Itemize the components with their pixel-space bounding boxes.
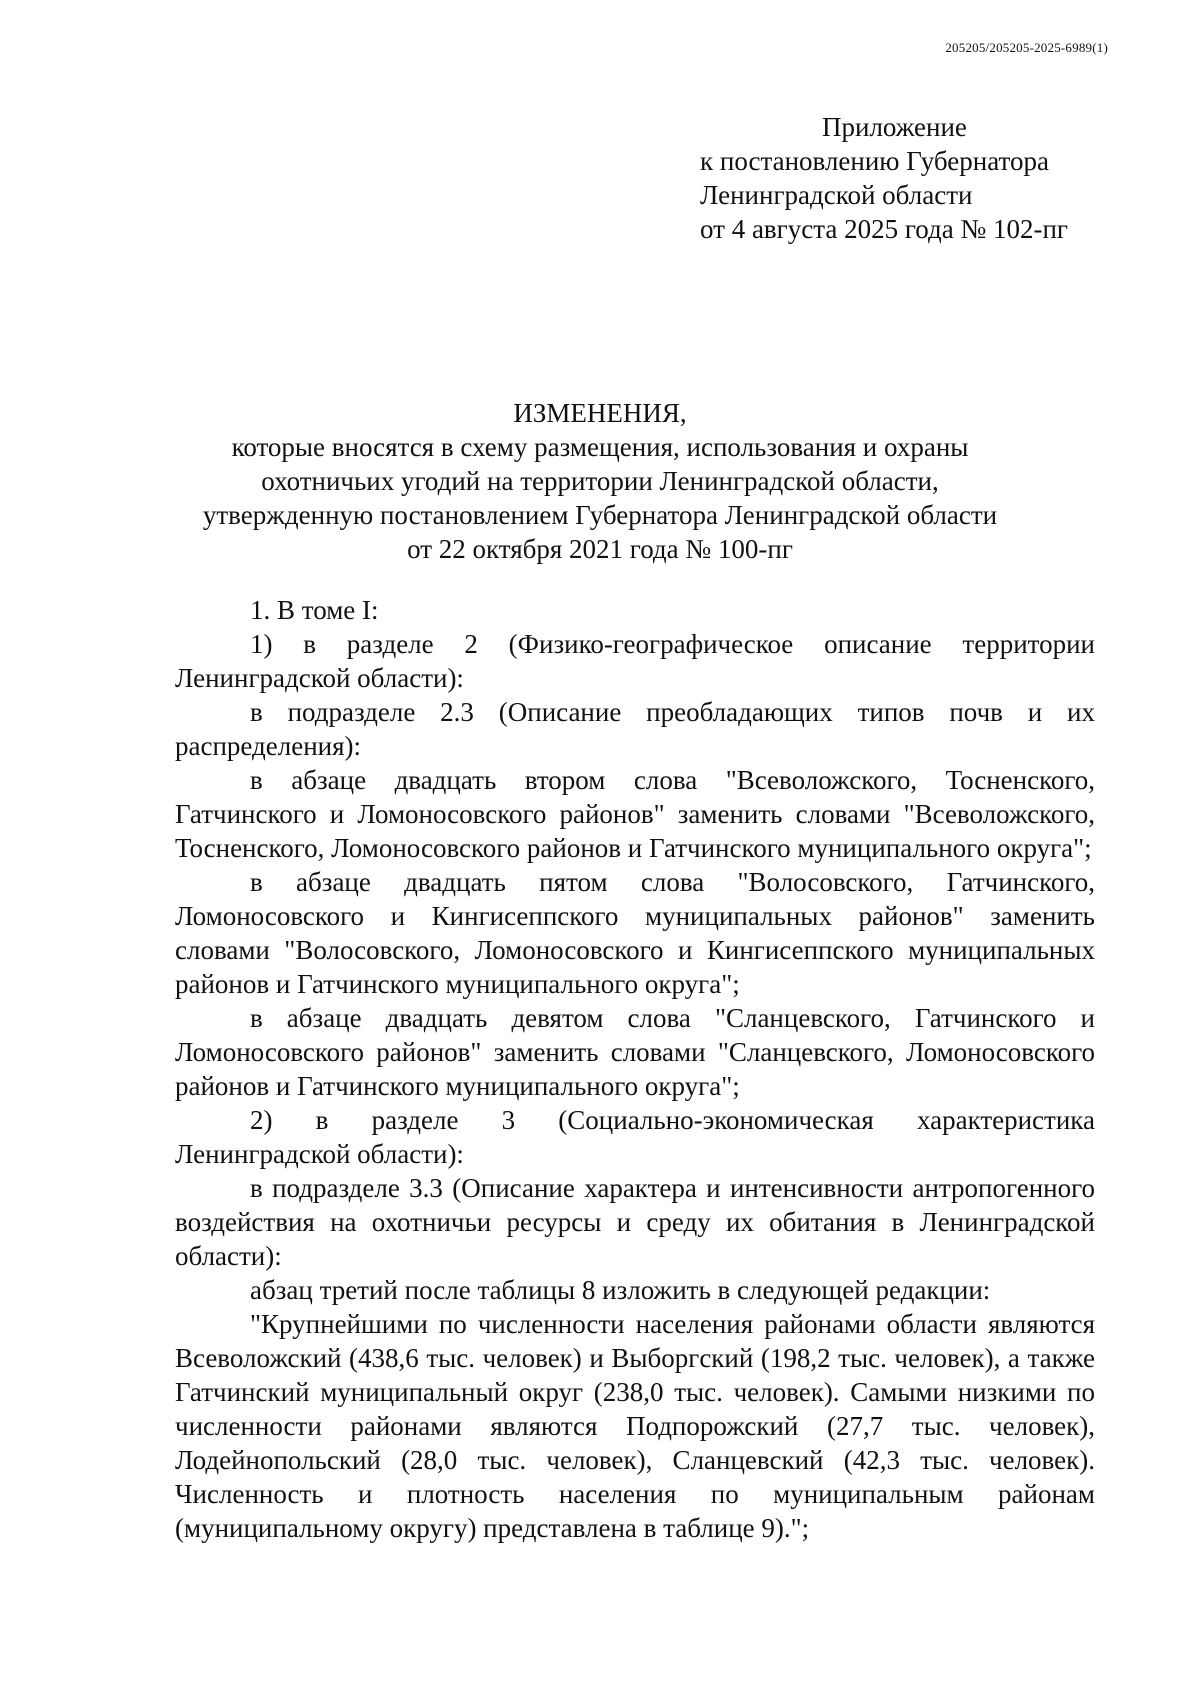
paragraph-abzac-29: в абзаце двадцать девятом слова "Сланцевского, Гатчинского и Ломоносовского районов" заменить словами "Сланцевского, Ломоносовского районов и Гатчинского муниципального округа";: [175, 1003, 1095, 1101]
paragraph-section-3: 2) в разделе 3 (Социально-экономическая характеристика Ленинградской области):: [175, 1105, 1095, 1169]
appendix-date-number: от 4 августа 2025 года № 102-пг: [700, 214, 1068, 244]
paragraph-subsection-3-3: в подразделе 3.3 (Описание характера и интенсивности антропогенного воздействия на охотничьи ресурсы и среду их обитания в Ленинградской области):: [175, 1173, 1095, 1271]
title-line-2: охотничьих угодий на территории Ленинградской области,: [261, 466, 939, 496]
paragraph-volume: 1. В томе I:: [250, 595, 379, 625]
appendix-label: Приложение: [822, 112, 967, 142]
document-body: [175, 593, 1095, 1545]
paragraph-abzac-25: в абзаце двадцать пятом слова "Волосовского, Гатчинского, Ломоносовского и Кингисеппского муниципальных районов" заменить словами "Волосовского, Ломоносовского и Кингисеппского муниципальных районов и Гатчинского муниципального округа";: [175, 867, 1095, 999]
appendix-block: [700, 110, 1068, 246]
document-title: [150, 396, 1050, 566]
title-line-3: утвержденную постановлением Губернатора Ленинградской области: [202, 500, 998, 530]
paragraph-abzac-22: в абзаце двадцать втором слова "Всеволожского, Тосненского, Гатчинского и Ломоносовского районов" заменить словами "Всеволожского, Тосненского, Ломоносовского районов и Гатчинского муниципального округа";: [175, 765, 1095, 863]
paragraph-subsection-2-3: в подразделе 2.3 (Описание преобладающих типов почв и их распределения):: [175, 697, 1095, 761]
title-line-4: от 22 октября 2021 года № 100-пг: [407, 534, 793, 564]
appendix-region: Ленинградской области: [700, 180, 973, 210]
title-line-1: которые вносятся в схему размещения, использования и охраны: [231, 432, 969, 462]
title-heading: ИЗМЕНЕНИЯ,: [513, 398, 687, 428]
paragraph-section-2: 1) в разделе 2 (Физико-географическое описание территории Ленинградской области):: [175, 629, 1095, 693]
appendix-resolution-ref: к постановлению Губернатора: [700, 146, 1049, 176]
paragraph-abzac-third: абзац третий после таблицы 8 изложить в следующей редакции:: [250, 1275, 991, 1305]
document-id: 205205/205205-2025-6989(1): [945, 40, 1108, 55]
paragraph-new-text: "Крупнейшими по численности населения районами области являются Всеволожский (438,6 тыс. человек) и Выборгский (198,2 тыс. человек), а также Гатчинский муниципальный округ (238,0 тыс. человек). Самыми низкими по численности районами являются Подпорожский (27,7 тыс. человек), Лодейнопольский (28,0 тыс. человек), Сланцевский (42,3 тыс. человек). Численность и плотность населения по муниципальным районам (муниципальному округу) представлена в таблице 9).";: [175, 1309, 1095, 1543]
